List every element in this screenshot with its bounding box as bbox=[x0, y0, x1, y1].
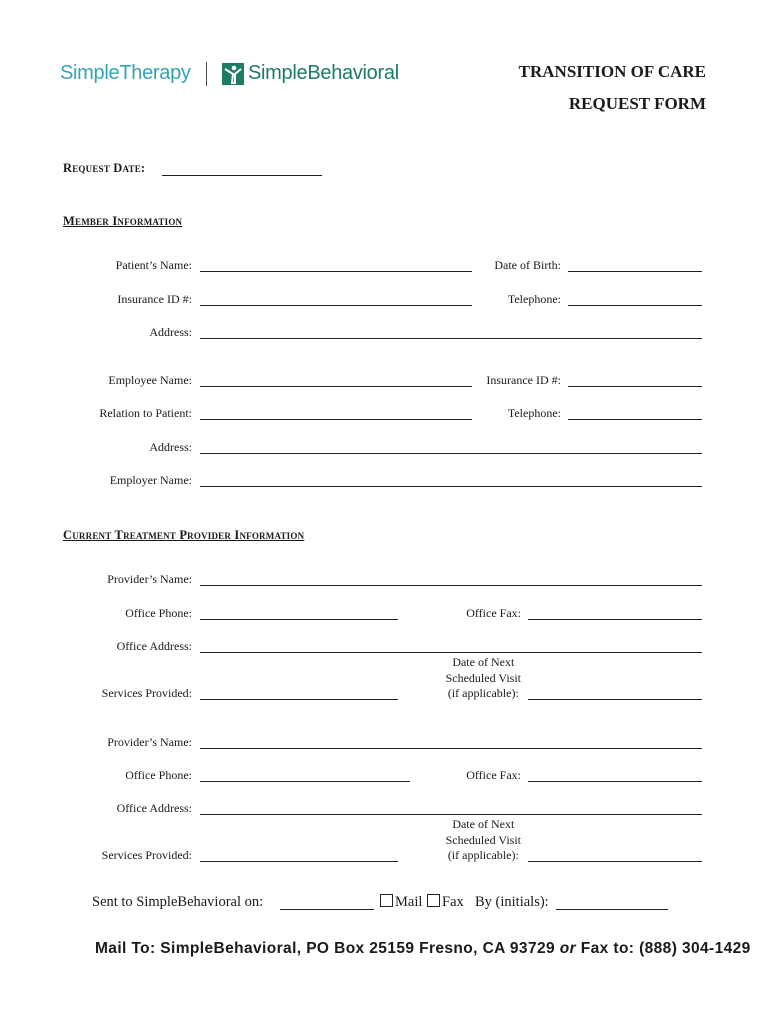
provider-1-office-address-label: Office Address: bbox=[116, 639, 192, 653]
simplebehavioral-mark-icon bbox=[222, 63, 244, 85]
provider-2-name-label: Provider’s Name: bbox=[107, 735, 192, 749]
provider-1-next-visit-field[interactable] bbox=[528, 699, 702, 700]
fax-option-label: Fax bbox=[442, 894, 464, 910]
provider-2-office-phone-label: Office Phone: bbox=[125, 768, 192, 782]
provider-2-office-fax-label: Office Fax: bbox=[466, 768, 521, 782]
employee-address-label: Address: bbox=[149, 440, 192, 454]
request-date-field[interactable] bbox=[162, 175, 322, 176]
provider-2-office-address-field[interactable] bbox=[200, 814, 702, 815]
logo-divider bbox=[206, 62, 207, 86]
employee-address-field[interactable] bbox=[200, 453, 702, 454]
telephone-field[interactable] bbox=[568, 305, 702, 306]
next-visit-line: Scheduled Visit bbox=[445, 670, 521, 685]
mail-checkbox[interactable] bbox=[380, 894, 393, 907]
relation-to-patient-label: Relation to Patient: bbox=[99, 406, 192, 420]
date-of-birth-field[interactable] bbox=[568, 271, 702, 272]
provider-2-office-phone-field[interactable] bbox=[200, 781, 410, 782]
provider-2-services-provided-label: Services Provided: bbox=[101, 848, 192, 862]
address-label: Address: bbox=[149, 325, 192, 339]
member-information-heading: Member Information bbox=[63, 214, 183, 228]
form-title-line2: REQUEST FORM bbox=[568, 94, 706, 113]
simpletherapy-logo: SimpleTherapy bbox=[60, 62, 191, 84]
or-text: or bbox=[559, 940, 577, 957]
insurance-id-label: Insurance ID #: bbox=[117, 292, 192, 306]
address-field[interactable] bbox=[200, 338, 702, 339]
provider-1-office-fax-field[interactable] bbox=[528, 619, 702, 620]
employer-name-field[interactable] bbox=[200, 486, 702, 487]
employee-insurance-id-label: Insurance ID #: bbox=[486, 373, 561, 387]
fax-checkbox-option[interactable] bbox=[427, 894, 464, 911]
provider-2-next-visit-label bbox=[446, 817, 521, 864]
provider-2-services-provided-field[interactable] bbox=[200, 861, 398, 862]
mail-checkbox-option[interactable] bbox=[380, 894, 422, 911]
provider-1-office-address-field[interactable] bbox=[200, 652, 702, 653]
employee-telephone-label: Telephone: bbox=[507, 406, 561, 420]
provider-information-heading: Current Treatment Provider Information bbox=[63, 528, 305, 542]
provider-1-office-phone-label: Office Phone: bbox=[125, 606, 192, 620]
provider-1-office-phone-field[interactable] bbox=[200, 619, 398, 620]
provider-2-office-fax-field[interactable] bbox=[528, 781, 702, 782]
next-visit-line: Scheduled Visit bbox=[445, 832, 521, 847]
provider-1-next-visit-label bbox=[446, 655, 521, 702]
sent-date-field[interactable] bbox=[280, 909, 374, 910]
request-date-label: Request Date: bbox=[63, 161, 146, 175]
date-of-birth-label: Date of Birth: bbox=[494, 258, 561, 272]
mail-option-label: Mail bbox=[395, 894, 423, 910]
provider-1-office-fax-label: Office Fax: bbox=[466, 606, 521, 620]
provider-2-name-field[interactable] bbox=[200, 748, 702, 749]
employer-name-label: Employer Name: bbox=[109, 473, 192, 487]
next-visit-line: (if applicable): bbox=[447, 848, 519, 862]
sent-to-label: Sent to SimpleBehavioral on: bbox=[92, 894, 264, 910]
patients-name-label: Patient’s Name: bbox=[115, 258, 192, 272]
fax-to-number: Fax to: (888) 304-1429 bbox=[580, 940, 751, 957]
employee-insurance-id-field[interactable] bbox=[568, 386, 702, 387]
provider-1-services-provided-label: Services Provided: bbox=[101, 686, 192, 700]
employee-name-label: Employee Name: bbox=[108, 373, 192, 387]
next-visit-line: Date of Next bbox=[452, 817, 515, 831]
mail-to-address: Mail To: SimpleBehavioral, PO Box 25159 Fresno, CA 93729 bbox=[95, 940, 556, 957]
next-visit-line: Date of Next bbox=[452, 655, 515, 669]
initials-field[interactable] bbox=[556, 909, 668, 910]
telephone-label: Telephone: bbox=[507, 292, 561, 306]
initials-label: By (initials): bbox=[475, 894, 549, 910]
provider-1-name-field[interactable] bbox=[200, 585, 702, 586]
employee-telephone-field[interactable] bbox=[568, 419, 702, 420]
mail-to-line bbox=[95, 940, 751, 958]
simplebehavioral-logo: SimpleBehavioral bbox=[248, 62, 399, 84]
next-visit-line: (if applicable): bbox=[447, 686, 519, 700]
patients-name-field[interactable] bbox=[200, 271, 472, 272]
relation-to-patient-field[interactable] bbox=[200, 419, 472, 420]
provider-1-name-label: Provider’s Name: bbox=[107, 572, 192, 586]
provider-1-services-provided-field[interactable] bbox=[200, 699, 398, 700]
form-title-line1: TRANSITION OF CARE bbox=[518, 62, 706, 81]
employee-name-field[interactable] bbox=[200, 386, 472, 387]
insurance-id-field[interactable] bbox=[200, 305, 472, 306]
fax-checkbox[interactable] bbox=[427, 894, 440, 907]
provider-2-office-address-label: Office Address: bbox=[116, 801, 192, 815]
provider-2-next-visit-field[interactable] bbox=[528, 861, 702, 862]
